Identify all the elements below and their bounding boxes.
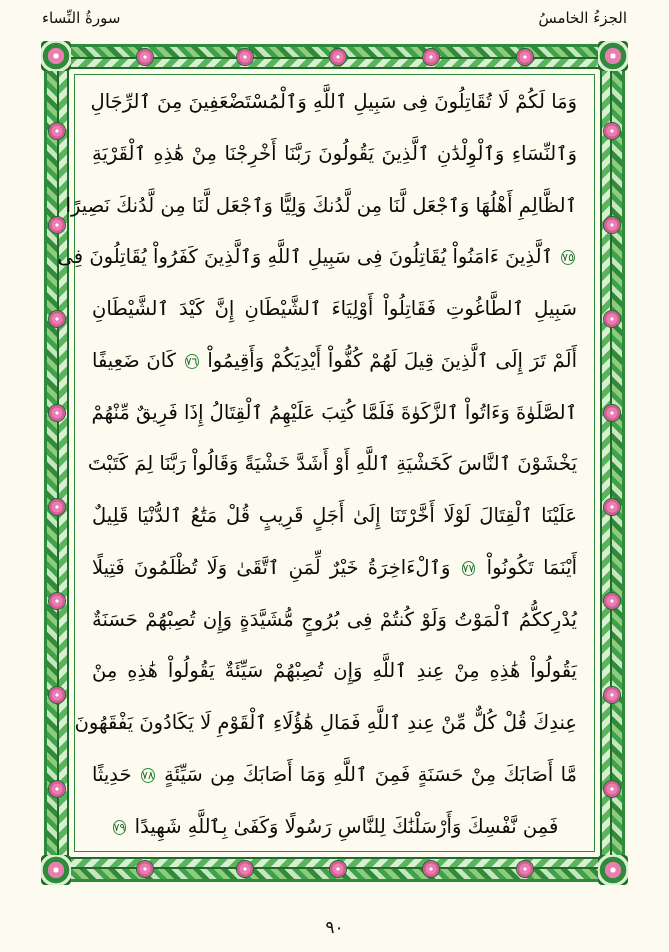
ayah-text: يَخْشَوْنَ ٱلنَّاسَ كَخَشْيَةِ ٱللَّهِ أَوْ أَشَدَّ خَشْيَةً وَقَالُواْ رَبَّنَا لِمَ كَتَبْتَ — [87, 452, 577, 476]
flower-medallion-icon — [237, 49, 253, 65]
corner-rosette-icon — [41, 41, 71, 71]
ayah-number-marker: ٧٦ — [185, 354, 198, 368]
flower-medallion-icon — [49, 405, 65, 421]
page-number: ٩٠ — [325, 918, 344, 938]
flower-medallion-icon — [604, 405, 620, 421]
ayah-line — [92, 299, 577, 319]
ayah-text: فَمِن نَّفْسِكَ وَأَرْسَلْنَٰكَ لِلنَّاسِ رَسُولًا وَكَفَىٰ بِٱللَّهِ شَهِيدًا — [134, 814, 559, 838]
flower-medallion-icon — [517, 49, 533, 65]
flower-medallion-icon — [604, 593, 620, 609]
ayah-line — [57, 245, 577, 269]
flower-medallion-icon — [49, 217, 65, 233]
page-header — [42, 8, 627, 38]
flower-medallion-icon — [137, 49, 153, 65]
ayah-line — [92, 814, 577, 838]
ayah-text: حَدِيثًا — [92, 762, 132, 786]
flower-medallion-icon — [604, 499, 620, 515]
corner-rosette-icon — [598, 855, 628, 885]
ayah-number-marker: ٧٧ — [462, 561, 475, 575]
ayah-text: وَمَا لَكُمْ لَا تُقَاتِلُونَ فِى سَبِيلِ ٱللَّهِ وَٱلْمُسْتَضْعَفِينَ مِنَ ٱلرِّجَالِ — [90, 90, 577, 113]
flower-medallion-icon — [137, 861, 153, 877]
ayah-text: عَلَيْنَا ٱلْقِتَالَ لَوْلَا أَخَّرْتَنَا إِلَىٰ أَجَلٍ قَرِيبٍ قُلْ مَتَٰعُ ٱلدُّنْيَا قَلِيلٌ — [92, 504, 577, 527]
ayah-text-tail: مَّا أَصَابَكَ مِنْ حَسَنَةٍ فَمِنَ ٱللَّهِ وَمَا أَصَابَكَ مِن سَيِّئَةٍ — [164, 762, 577, 786]
flower-medallion-icon — [604, 311, 620, 327]
flower-medallion-icon — [237, 861, 253, 877]
flower-medallion-icon — [49, 593, 65, 609]
flower-medallion-icon — [49, 499, 65, 515]
ayah-text: وَٱلنِّسَاءِ وَٱلْوِلْدَٰنِ ٱلَّذِينَ يَقُولُونَ رَبَّنَا أَخْرِجْنَا مِنْ هَٰذِهِ ٱلْقَرْيَةِ — [92, 141, 577, 165]
flower-medallion-icon — [423, 49, 439, 65]
ayah-line — [91, 400, 577, 424]
ayah-line — [92, 661, 577, 681]
flower-medallion-icon — [604, 123, 620, 139]
flower-medallion-icon — [49, 687, 65, 703]
ayah-line — [92, 555, 578, 579]
ayah-text: يُدْرِككُّمُ ٱلْمَوْتُ وَلَوْ كُنتُمْ فِى بُرُوجٍ مُّشَيَّدَةٍ وَإِن تُصِبْهُمْ حَسَنَةٌ — [92, 607, 577, 631]
ayah-line — [92, 348, 577, 372]
flower-medallion-icon — [604, 687, 620, 703]
flower-medallion-icon — [423, 861, 439, 877]
ayah-line — [92, 607, 577, 631]
ayah-line — [92, 506, 577, 526]
ayah-line — [74, 711, 577, 734]
ayah-text: ٱلصَّلَوٰةَ وَءَاتُواْ ٱلزَّكَوٰةَ فَلَمَّا كُتِبَ عَلَيْهِمُ ٱلْقِتَالُ إِذَا فَرِيقٌ مِّنْهُمْ — [91, 400, 577, 424]
juz-label: الجزءُ الخامسُ — [538, 9, 627, 27]
flower-medallion-icon — [330, 49, 346, 65]
ayah-text: كَانَ ضَعِيفًا — [92, 348, 176, 372]
corner-rosette-icon — [598, 41, 628, 71]
ayah-text: يَقُولُواْ هَٰذِهِ مِنْ عِندِ ٱللَّهِ وَإِن تُصِبْهُمْ سَيِّئَةٌ يَقُولُواْ هَٰذِهِ مِنْ — [92, 659, 577, 683]
ayah-line — [92, 762, 577, 786]
quran-text-block — [57, 90, 578, 838]
flower-medallion-icon — [517, 861, 533, 877]
ayah-number-marker: ٧٩ — [113, 820, 126, 834]
ayah-line — [87, 452, 577, 476]
flower-medallion-icon — [49, 781, 65, 797]
flower-medallion-icon — [49, 123, 65, 139]
ayah-text: عِندِكَ قُلْ كُلٌّ مِّنْ عِندِ ٱللَّهِ فَمَالِ هَٰؤُلَاءِ ٱلْقَوْمِ لَا يَكَادُونَ يَفْقَهُونَ — [74, 711, 577, 734]
ayah-number-marker: ٧٨ — [141, 768, 154, 782]
ayah-text: وَٱلْءَاخِرَةُ خَيْرٌ لِّمَنِ ٱتَّقَىٰ وَلَا تُظْلَمُونَ فَتِيلًا — [92, 555, 451, 579]
ayah-text-tail: أَيْنَمَا تَكُونُواْ — [486, 555, 578, 579]
ayah-line — [92, 141, 577, 165]
ayah-line — [92, 92, 577, 112]
ayah-line — [65, 193, 577, 217]
ayah-text: ٱلَّذِينَ ءَامَنُواْ يُقَاتِلُونَ فِى سَبِيلِ ٱللَّهِ وَٱلَّذِينَ كَفَرُواْ يُقَاتِلُونَ فِى — [57, 245, 553, 269]
ayah-text: ٱلظَّالِمِ أَهْلُهَا وَٱجْعَل لَّنَا مِن لَّدُنكَ وَلِيًّا وَٱجْعَل لَّنَا مِن لَّدُنكَ نَصِيرًا — [65, 193, 577, 217]
sura-label: سورةُ النِّساء — [42, 9, 121, 27]
flower-medallion-icon — [49, 311, 65, 327]
corner-rosette-icon — [41, 855, 71, 885]
ayah-number-marker: ٧٥ — [562, 251, 574, 265]
flower-medallion-icon — [604, 781, 620, 797]
flower-medallion-icon — [330, 861, 346, 877]
ayah-text: سَبِيلِ ٱلطَّاغُوتِ فَقَاتِلُواْ أَوْلِيَاءَ ٱلشَّيْطَانِ إِنَّ كَيْدَ ٱلشَّيْطَانِ — [92, 297, 577, 320]
flower-medallion-icon — [604, 217, 620, 233]
ayah-text-tail: أَلَمْ تَرَ إِلَى ٱلَّذِينَ قِيلَ لَهُمْ كُفُّواْ أَيْدِيَكُمْ وَأَقِيمُواْ — [207, 348, 577, 372]
